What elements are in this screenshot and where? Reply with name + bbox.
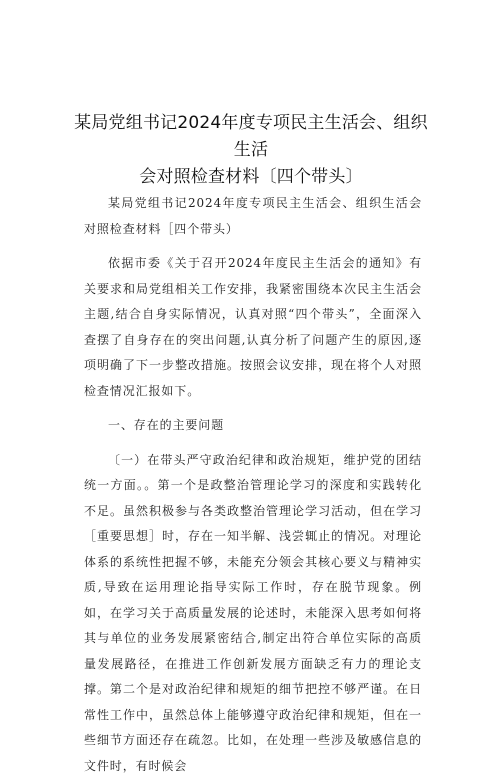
intro-paragraph: 依据市委《关于召开2024年度民主生活会的通知》有关要求和局党组相关工作安排，我紧密围绕本次民主生活会主题,结合自身实际情况，认真对照“四个带头”，全面深入查摆了自身存在的突出问题,认真分析了问题产生的原因,逐项明确了下一步整改措施。按照会议安排，现在将个人对照检查情况汇报如下。 bbox=[84, 251, 422, 404]
section-paragraph-political-discipline: 〔一）在带头严守政治纪律和政治规矩，维护党的团结统一方面。。第一个是政整治管理论学习的深度和实践转化不足。虽然积极参与各类政整治管理论学习活动，但在学习［重要思想］时，存在一知半解、浅尝辄止的情况。对理论体系的系统性把握不够，未能充分领会其核心要义与精神实质,导致在运用理论指导实际工作时，存在脱节现象。例如，在学习关于高质量发展的论述时，未能深入思考如何将其与单位的业务发展紧密结合,制定出符合单位实际的高质量发展路径，在推进工作创新发展方面缺乏有力的理论支撑。第二个是对政治纪律和规矩的细节把控不够严谨。在日常性工作中，虽然总体上能够遵守政治纪律和规矩，但在一些细节方面还存在疏忽。比如，在处理一些涉及敏感信息的文件时，有时候会 bbox=[84, 448, 422, 779]
document-subtitle: 某局党组书记2024年度专项民主生活会、组织生活会对照检查材料［四个带头） bbox=[84, 191, 422, 242]
section-heading-problems: 一、存在的主要问题 bbox=[84, 413, 422, 439]
document-title bbox=[66, 110, 436, 191]
document-title-line-2: 会对照检查材料〔四个带头〕 bbox=[66, 164, 436, 191]
document-title-line-1: 某局党组书记2024年度专项民主生活会、组织生活 bbox=[66, 110, 436, 164]
